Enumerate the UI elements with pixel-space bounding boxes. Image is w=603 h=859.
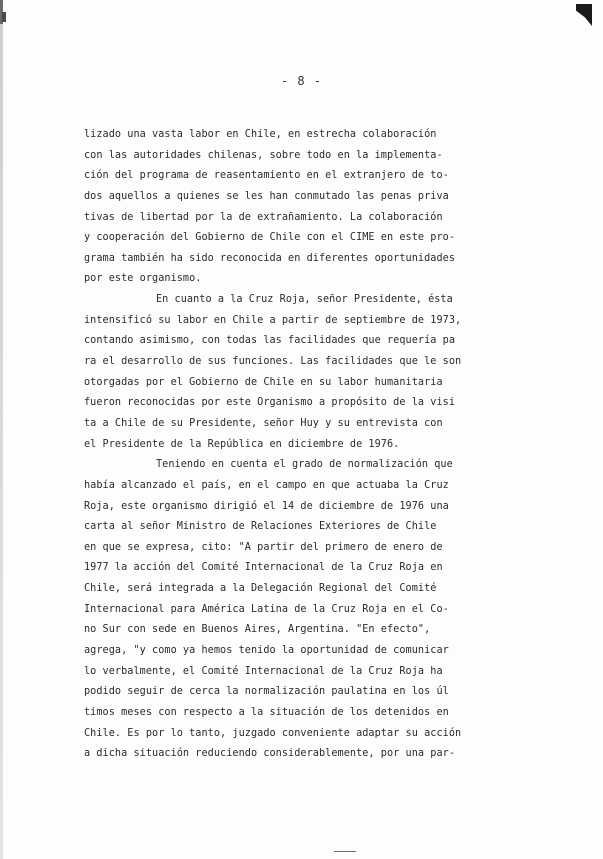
text-line: lizado una vasta labor en Chile, en estrecha colaboración (84, 129, 437, 140)
text-line: timos meses con respecto a la situación de los detenidos en (84, 706, 449, 718)
text-line: tivas de libertad por la de extrañamiento. La colaboración (84, 211, 443, 223)
text-line: ra el desarrollo de sus funciones. Las facilidades que le son (84, 356, 462, 368)
text-line: con las autoridades chilenas, sobre todo en la implementa- (84, 149, 443, 161)
text-line: lo verbalmente, el Comité Internacional de la Cruz Roja ha (84, 665, 443, 677)
text-line: 1977 la acción del Comité Internacional de la Cruz Roja en (84, 562, 443, 574)
paragraph-first-line: En cuanto a la Cruz Roja, señor Presidente, ésta (156, 294, 453, 306)
text-line: por este organismo. (84, 273, 202, 285)
text-line: agrega, "y como ya hemos tenido la oportunidad de comunicar (84, 645, 449, 657)
paragraph-first-line: Teniendo en cuenta el grado de normalización que (156, 459, 453, 471)
text-line: ta a Chile de su Presidente, señor Huy y su entrevista con (84, 417, 443, 429)
text-line: Roja, este organismo dirigió el 14 de diciembre de 1976 una (84, 500, 449, 512)
text-line: Chile, será integrada a la Delegación Regional del Comité (84, 583, 437, 595)
text-line: Chile. Es por lo tanto, juzgado conveniente adaptar su acción (84, 727, 462, 739)
text-line: en que se expresa, cito: "A partir del primero de enero de (84, 541, 443, 553)
text-line: no Sur con sede en Buenos Aires, Argentina. "En efecto", (84, 624, 431, 636)
text-line: había alcanzado el país, en el campo en que actuaba la Cruz (84, 479, 449, 491)
text-line: el Presidente de la República en diciembre de 1976. (84, 438, 400, 450)
text-line: grama también ha sido reconocida en diferentes oportunidades (84, 252, 456, 264)
text-line: ción del programa de reasentamiento en el extranjero de to- (84, 170, 449, 182)
text-line: fueron reconocidas por este Organismo a propósito de la visi (84, 397, 456, 409)
text-line: otorgadas por el Gobierno de Chile en su labor humanitaria (84, 376, 443, 388)
document-body (84, 125, 534, 765)
text-line: contando asimismo, con todas las facilidades que requería pa (84, 335, 456, 347)
page-number: - 8 - (280, 74, 323, 88)
scan-corner-mark (576, 4, 592, 26)
scan-edge-mark (2, 12, 6, 22)
text-line: a dicha situación reduciendo considerablemente, por una par- (84, 748, 456, 760)
text-line: intensificó su labor en Chile a partir de septiembre de 1973, (84, 314, 462, 326)
text-line: podido seguir de cerca la normalización paulatina en los úl (84, 686, 449, 698)
text-line: Internacional para América Latina de la Cruz Roja en el Co- (84, 603, 449, 615)
text-line: y cooperación del Gobierno de Chile con el CIME en este pro- (84, 232, 456, 244)
bottom-divider (334, 851, 356, 852)
scan-left-edge (0, 0, 3, 859)
text-line: dos aquellos a quienes se les han conmutado las penas priva (84, 190, 449, 202)
text-line: carta al señor Ministro de Relaciones Exteriores de Chile (84, 521, 437, 533)
